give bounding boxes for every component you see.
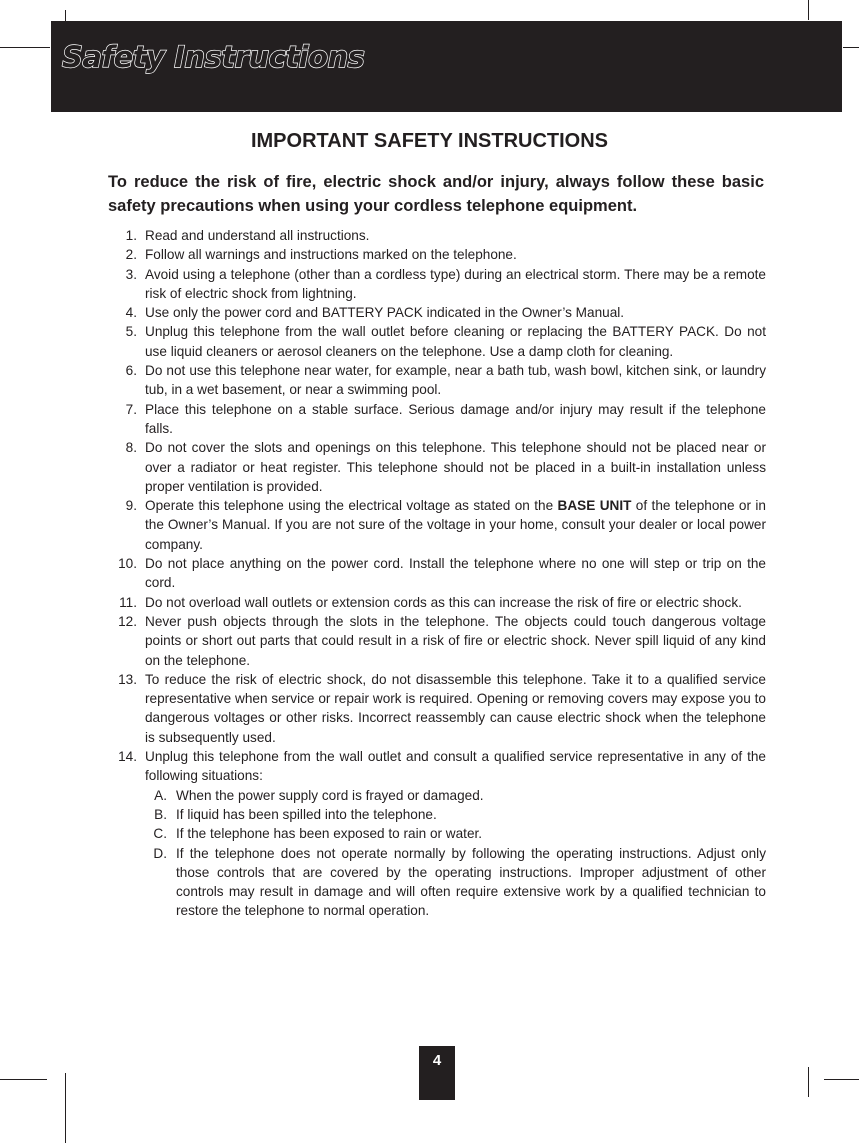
list-item bbox=[108, 612, 766, 670]
sub-item-letter: A. bbox=[154, 787, 167, 803]
item-number: 2. bbox=[125, 247, 137, 263]
item-text: Never push objects through the slots in the telephone. The objects could touch dangerous voltage points or short out parts that could result in a risk of fire or electric shock. Never spill liquid of any kind on the telephone. bbox=[145, 613, 766, 668]
list-item bbox=[108, 265, 766, 304]
item-text bbox=[145, 498, 766, 552]
list-item bbox=[108, 226, 766, 245]
crop-mark bbox=[65, 1073, 66, 1143]
item-text-after: of the telephone or in the Owner’s Manual. If you are not sure of the voltage in your home, consult your dealer or local power company. bbox=[145, 498, 766, 552]
item-text: Unplug this telephone from the wall outlet and consult a qualified service representative in any of the following situations: bbox=[145, 749, 766, 784]
item-number: 12. bbox=[118, 613, 137, 629]
item-number: 11. bbox=[119, 594, 137, 610]
item-number: 9. bbox=[125, 498, 137, 514]
list-item bbox=[108, 438, 766, 496]
crop-mark bbox=[824, 1079, 859, 1080]
sublist-item bbox=[145, 786, 766, 805]
sublist-item bbox=[145, 805, 766, 824]
sub-item-text: If the telephone has been exposed to rain or water. bbox=[176, 826, 483, 842]
sub-item-text: When the power supply cord is frayed or damaged. bbox=[176, 787, 484, 803]
list-item bbox=[108, 322, 766, 361]
situations-sublist bbox=[145, 786, 766, 921]
list-item bbox=[108, 245, 766, 264]
sublist-item bbox=[145, 824, 766, 843]
list-item bbox=[108, 670, 766, 747]
list-item bbox=[108, 593, 766, 612]
item-text: Do not place anything on the power cord. Install the telephone where no one will step or trip on the cord. bbox=[145, 556, 766, 591]
item-text: Use only the power cord and BATTERY PACK indicated in the Owner’s Manual. bbox=[145, 305, 625, 321]
item-number: 1. bbox=[125, 228, 137, 243]
list-item bbox=[108, 496, 766, 554]
crop-mark bbox=[0, 1079, 47, 1080]
item-number: 7. bbox=[125, 401, 137, 417]
list-item bbox=[108, 361, 766, 400]
sub-item-letter: B. bbox=[154, 806, 167, 822]
item-number: 4. bbox=[125, 305, 137, 321]
crop-mark bbox=[808, 0, 809, 20]
item-number: 13. bbox=[118, 671, 137, 687]
crop-mark bbox=[843, 47, 859, 48]
list-item bbox=[108, 747, 766, 921]
item-number: 10. bbox=[118, 556, 137, 572]
page-number: 4 bbox=[419, 1046, 455, 1100]
crop-mark bbox=[0, 47, 50, 48]
crop-mark bbox=[808, 1067, 809, 1097]
item-number: 6. bbox=[125, 363, 137, 379]
item-text: Place this telephone on a stable surface. Serious damage and/or injury may result if the telephone falls. bbox=[145, 401, 766, 436]
page-heading: IMPORTANT SAFETY INSTRUCTIONS bbox=[250, 130, 609, 152]
sublist-item bbox=[145, 844, 766, 921]
item-number: 8. bbox=[125, 440, 137, 456]
list-item bbox=[108, 554, 766, 593]
section-title: Safety Instructions bbox=[62, 40, 365, 74]
list-item bbox=[108, 303, 766, 322]
list-item bbox=[108, 400, 766, 439]
item-text: Unplug this telephone from the wall outlet before cleaning or replacing the BATTERY PACK. Do not use liquid cleaners or aerosol cleaners on the telephone. Use a damp cloth for cleaning. bbox=[145, 324, 766, 359]
item-text: Follow all warnings and instructions marked on the telephone. bbox=[145, 247, 517, 263]
sub-item-text: If the telephone does not operate normally by following the operating instructions. Adjust only those controls that are covered by the operating instructions. Improper adjustment of other controls may result in damage and will often require extensive work by a qualified technician to restore the telephone to normal operation. bbox=[176, 845, 766, 919]
item-text: Do not use this telephone near water, for example, near a bath tub, wash bowl, kitchen sink, or laundry tub, in a wet basement, or near a swimming pool. bbox=[145, 363, 766, 398]
item-text: Avoid using a telephone (other than a cordless type) during an electrical storm. There may be a remote risk of electric shock from lightning. bbox=[145, 266, 766, 301]
item-text: Do not cover the slots and openings on this telephone. This telephone should not be placed near or over a radiator or heat register. This telephone should not be placed in a built-in installation unless proper ventilation is provided. bbox=[145, 440, 766, 494]
sub-item-letter: D. bbox=[153, 845, 167, 861]
base-unit-label: BASE UNIT bbox=[557, 498, 632, 514]
item-text-before: Operate this telephone using the electrical voltage as stated on the bbox=[145, 498, 558, 514]
item-number: 5. bbox=[125, 324, 137, 340]
item-number: 14. bbox=[118, 749, 137, 765]
item-text: Read and understand all instructions. bbox=[145, 228, 370, 243]
sub-item-letter: C. bbox=[153, 826, 167, 842]
item-text: Do not overload wall outlets or extension cords as this can increase the risk of fire or electric shock. bbox=[145, 594, 742, 610]
safety-instructions-list bbox=[108, 226, 766, 921]
item-number: 3. bbox=[125, 266, 137, 282]
item-text: To reduce the risk of electric shock, do not disassemble this telephone. Take it to a qualified service representative when service or repair work is required. Opening or removing covers may expose you to dangerous voltages or other risks. Incorrect reassembly can cause electric shock when the telephone is subsequently used. bbox=[145, 671, 766, 745]
intro-paragraph: To reduce the risk of fire, electric shock and/or injury, always follow these basic safety precautions when using your cordless telephone equipment. bbox=[108, 173, 764, 215]
sub-item-text: If liquid has been spilled into the telephone. bbox=[176, 806, 437, 822]
